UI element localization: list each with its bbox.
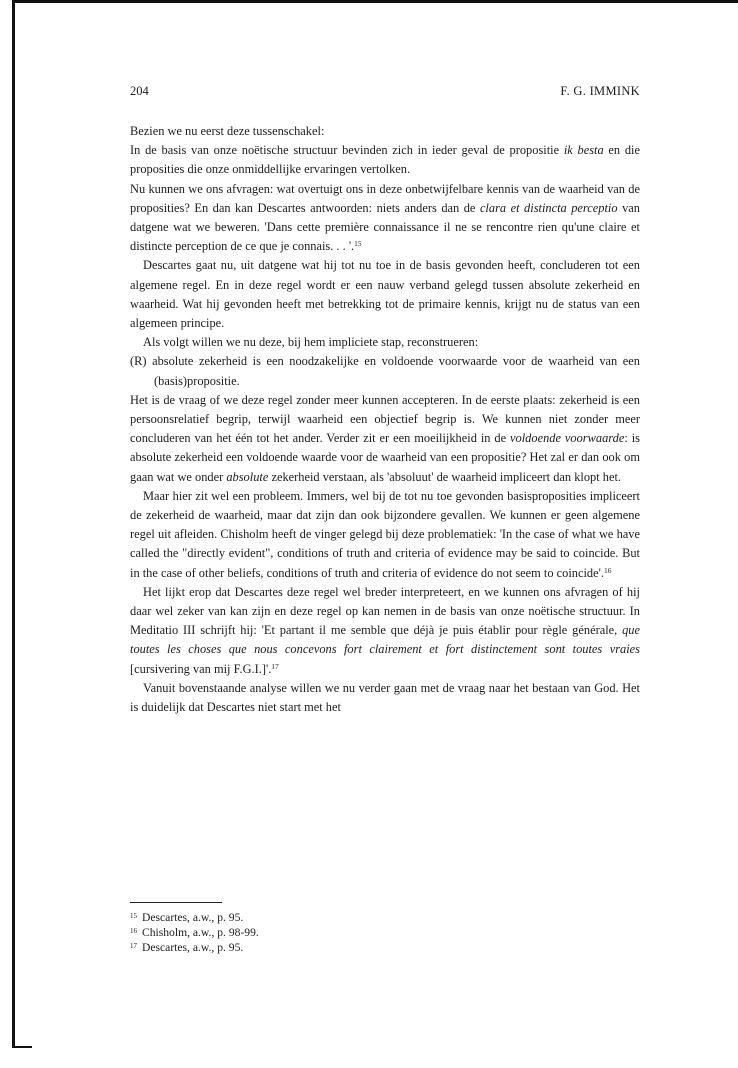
footnote-text: Chisholm, a.w., p. 98-99. (142, 926, 259, 939)
running-head-author: F. G. IMMINK (560, 84, 640, 98)
book-page (130, 0, 640, 1068)
scan-border-bottom (12, 1046, 32, 1048)
paragraph: Het lijkt erop dat Descartes deze regel wel breder interpreteert, en we kunnen ons afvragen of hij daar wel zeker van kan zijn en deze regel op kan nemen in de basis van onze noëtische structuur. In Meditatio III schrijft hij: 'Et partant il me semble que déjà je puis établir pour règle générale, que toutes les choses que nous concevons fort clairement et fort distinctement sont toutes vraies [cursivering van mij F.G.I.]'.$^{17}$ (130, 584, 640, 676)
paragraph: Maar hier zit wel een probleem. Immers, wel bij de tot nu toe gevonden basisproposities impliceert de zekerheid de waarheid, maar dat zijn dan ook bijzondere gevallen. We kunnen er geen algemene regel uit afleiden. Chisholm heeft de vinger gelegd bij deze problematiek: 'In the case of what we have called the "directly evident", conditions of truth and criteria of evidence may be said to coincide. But in the case of other beliefs, conditions of truth and criteria of evidence do not seem to coincide'.$^{16}$ (130, 488, 640, 580)
footnote-text: Descartes, a.w., p. 95. (142, 911, 244, 924)
footnote-ref: 17 (271, 661, 279, 671)
body-text (130, 122, 640, 717)
footnote (130, 940, 530, 955)
paragraph: Vanuit bovenstaande analyse willen we nu verder gaan met de vraag naar het bestaan van God. Het is duidelijk dat Descartes niet start met het (130, 680, 640, 715)
scan-border-left (12, 0, 15, 1048)
footnote (130, 925, 530, 940)
rule-r: (R) absolute zekerheid is een noodzakelijke en voldoende voorwaarde voor de waarheid van een (basis)propositie. (130, 354, 640, 388)
footnote (130, 910, 530, 925)
footnote-ref: 15 (354, 239, 362, 249)
footnote-number: 15 (130, 912, 137, 920)
footnote-number: 17 (130, 942, 137, 950)
paragraph: Nu kunnen we ons afvragen: wat overtuigt ons in deze onbetwijfelbare kennis van de waarheid van de proposities? En dan kan Descartes antwoorden: niets anders dan de clara et distincta perceptio van datgene wat we beweren. 'Dans cette première connaissance il ne se rencontre rien qu'une claire et distincte perception de ce que je connais. . . '.$^{15}$ (130, 181, 640, 254)
footnote-number: 16 (130, 927, 137, 935)
paragraph: Bezien we nu eerst deze tussenschakel: (130, 124, 325, 138)
footnotes (130, 910, 530, 955)
paragraph: Als volgt willen we nu deze, bij hem impliciete stap, reconstrueren: (143, 335, 479, 350)
footnote-ref: 16 (603, 565, 612, 575)
running-header (130, 84, 640, 102)
page-number: 204 (130, 84, 149, 98)
paragraph: Het is de vraag of we deze regel zonder meer kunnen accepteren. In de eerste plaats: zekerheid is een persoonsrelatief begrip, terwijl waarheid een objectief begrip is. We kunnen niet zonder meer concluderen van het één tot het ander. Verder zit er een moeilijkheid in de voldoende voorwaarde: is absolute zekerheid een voldoende waarde voor de waarheid van een propositie? Het zal er dan ook om gaan wat we onder absolute zekerheid verstaan, als 'absoluut' de waarheid impliceert dan klopt het. (130, 392, 640, 484)
paragraph: In de basis van onze noëtische structuur bevinden zich in ieder geval de propositie ik besta en die proposities die onze onmiddellijke ervaringen vertolken. (130, 143, 640, 177)
footnote-text: Descartes, a.w., p. 95. (142, 941, 244, 954)
paragraph: Descartes gaat nu, uit datgene wat hij tot nu toe in de basis gevonden heeft, concluderen tot een algemene regel. En in deze regel wordt er een nauw verband gelegd tussen absolute zekerheid en waarheid. Wat hij gevonden heeft met betrekking tot de primaire kennis, krijgt nu de status van een algemeen principe. (130, 258, 640, 331)
footnote-divider (130, 902, 222, 903)
